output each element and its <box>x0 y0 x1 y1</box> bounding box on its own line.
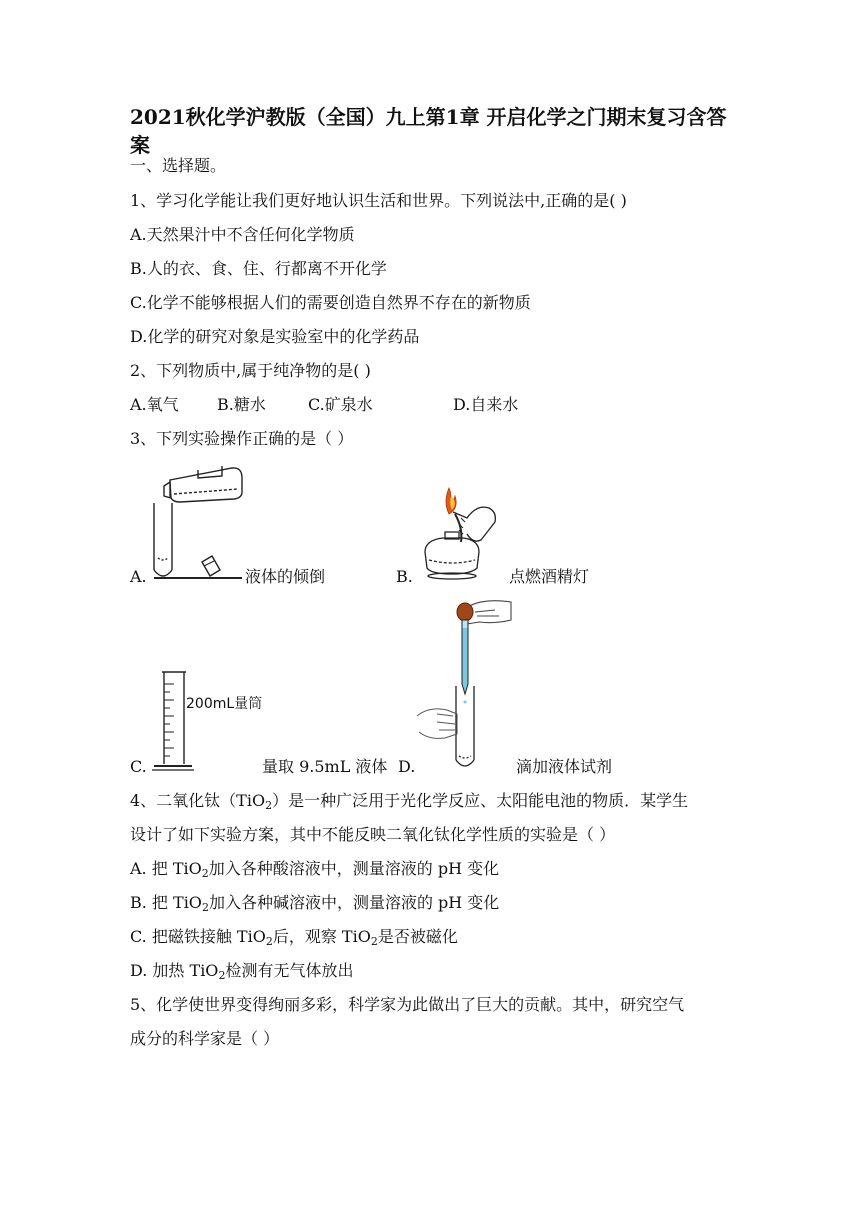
document-title: 2021秋化学沪教版（全国）九上第1章 开启化学之门期末复习含答案 <box>130 105 727 157</box>
question-5-stem-line-2: 成分的科学家是（ ） <box>130 1029 280 1048</box>
question-2-stem: 2、下列物质中,属于纯净物的是( ) <box>130 361 371 380</box>
alcohol-lamp-figure <box>415 482 500 582</box>
measuring-cylinder-figure <box>150 668 262 774</box>
question-4-stem-line-1: 4、二氧化钛（TiO$_2$）是一种广泛用于光化学反应、太阳能电池的物质．某学生 <box>130 791 689 812</box>
dropper-test-tube-figure <box>415 598 515 776</box>
question-3-option-d-letter: D. <box>398 757 416 776</box>
question-3-option-a-text: 液体的倾倒 <box>245 567 326 586</box>
question-1-option-a: A.天然果汁中不含任何化学物质 <box>130 225 355 244</box>
question-1-stem: 1、学习化学能让我们更好地认识生活和世界。下列说法中,正确的是( ) <box>130 191 627 210</box>
question-3-option-c-text: 量取 9.5mL 液体 <box>262 757 388 776</box>
question-2-option-d: D.自来水 <box>453 395 519 414</box>
question-3-option-a-letter: A. <box>130 567 147 586</box>
question-3-option-c-letter: C. <box>130 757 147 776</box>
question-2-option-b: B.糖水 <box>217 395 266 414</box>
question-1-option-b: B.人的衣、食、住、行都离不开化学 <box>130 259 387 278</box>
section-heading: 一、选择题。 <box>130 156 227 175</box>
question-3-option-d-text: 滴加液体试剂 <box>516 757 613 776</box>
question-5-stem-line-1: 5、化学使世界变得绚丽多彩，科学家为此做出了巨大的贡献。其中，研究空气 <box>130 995 685 1014</box>
measuring-cylinder-label: 200mL量筒 <box>186 696 263 712</box>
question-1-option-d: D.化学的研究对象是实验室中的化学药品 <box>130 327 420 346</box>
question-3-option-b-text: 点燃酒精灯 <box>509 567 590 586</box>
question-4-option-a: A. 把 TiO$_2$加入各种酸溶液中，测量溶液的 pH 变化 <box>130 859 500 880</box>
question-1-option-c: C.化学不能够根据人们的需要创造自然界不存在的新物质 <box>130 293 531 312</box>
question-4-option-d: D. 加热 TiO$_2$检测有无气体放出 <box>130 961 354 982</box>
question-2-option-a: A.氧气 <box>130 395 179 414</box>
question-2-option-c: C.矿泉水 <box>308 395 373 414</box>
question-3-stem: 3、下列实验操作正确的是（ ） <box>130 429 354 448</box>
question-3-option-b-letter: B. <box>396 567 413 586</box>
question-4-stem-line-2: 设计了如下实验方案，其中不能反映二氧化钛化学性质的实验是（ ） <box>130 825 616 844</box>
question-4-option-c: C. 把磁铁接触 TiO$_2$后，观察 TiO$_2$是否被磁化 <box>130 927 458 948</box>
question-4-option-b: B. 把 TiO$_2$加入各种碱溶液中，测量溶液的 pH 变化 <box>130 893 500 914</box>
pouring-liquid-figure <box>150 458 245 583</box>
